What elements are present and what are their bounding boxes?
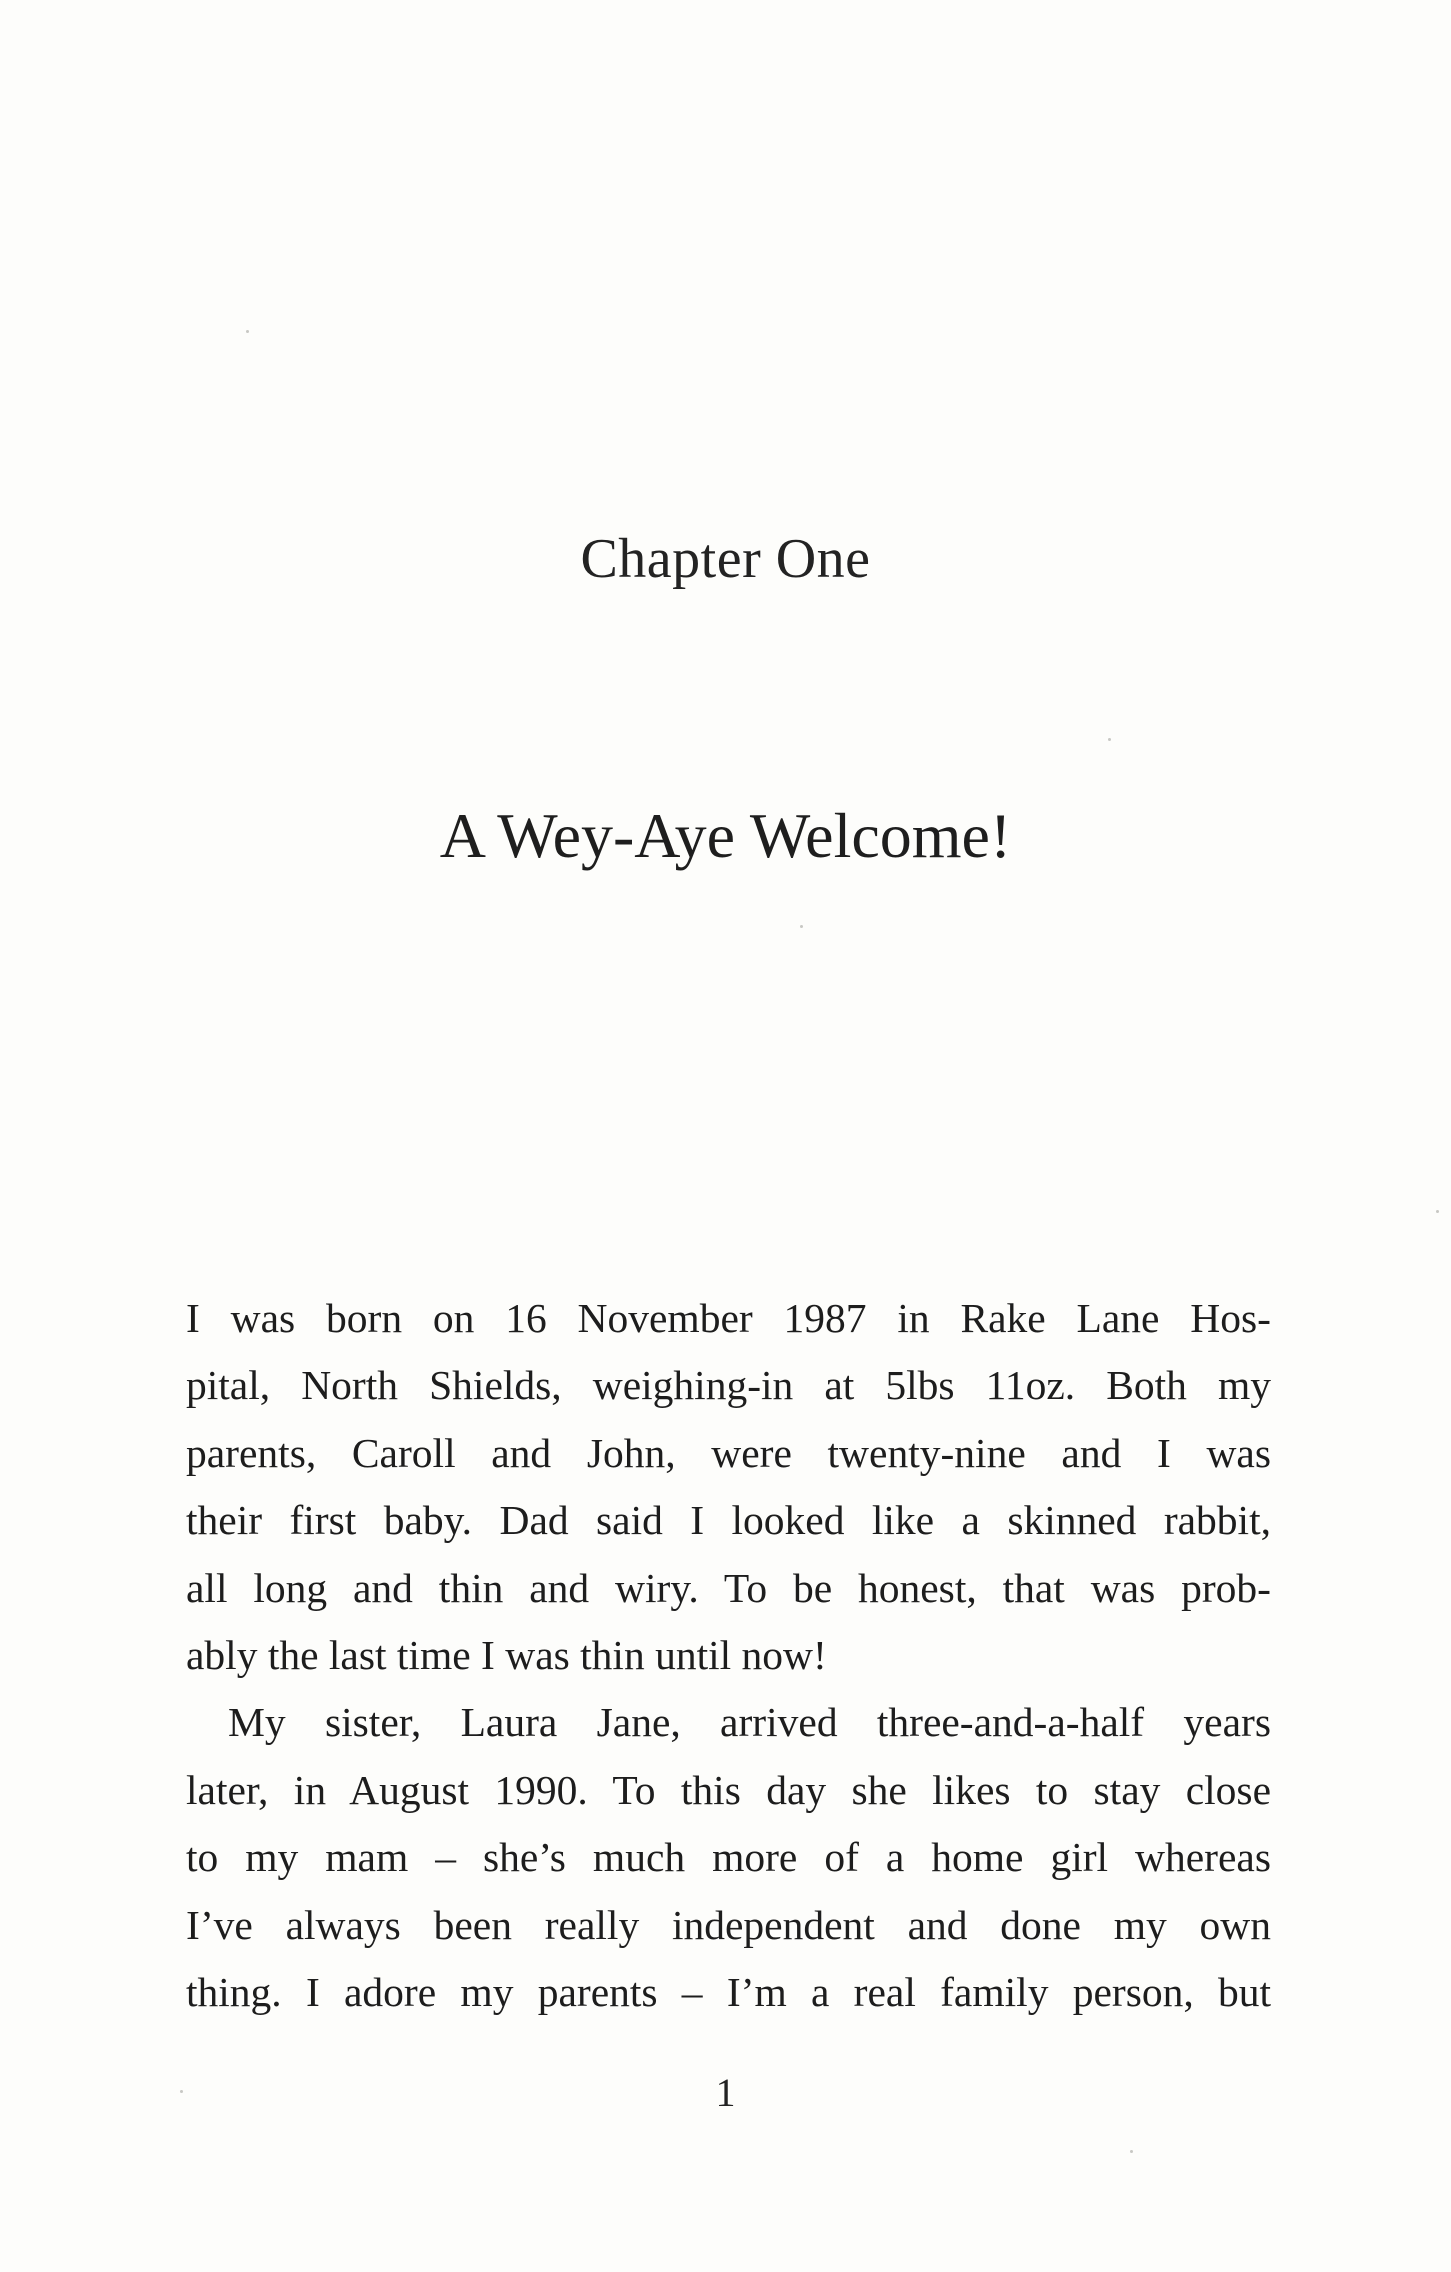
page-number: 1: [715, 2070, 736, 2115]
text-line: all long and thin and wiry. To be honest, that was prob-: [186, 1564, 1271, 1611]
text-line: parents, Caroll and John, were twenty-nine and I was: [186, 1429, 1271, 1476]
text-line: I’ve always been really independent and done my own: [186, 1901, 1271, 1948]
text-line: their first baby. Dad said I looked like a skinned rabbit,: [186, 1497, 1271, 1544]
paper-speck: [1436, 1210, 1439, 1213]
paper-speck: [246, 330, 249, 333]
paper-speck: [1130, 2150, 1133, 2153]
text-line: I was born on 16 November 1987 in Rake Lane Hos-: [186, 1295, 1271, 1341]
text-line: pital, North Shields, weighing-in at 5lbs 11oz. Both my: [186, 1362, 1271, 1409]
text-line: ably the last time I was thin until now!: [186, 1631, 827, 1678]
text-line: thing. I adore my parents – I’m a real family person, but: [186, 1968, 1271, 2015]
chapter-title-heading: A Wey-Aye Welcome!: [439, 800, 1012, 871]
text-line: later, in August 1990. To this day she likes to stay close: [186, 1766, 1271, 1813]
text-line: My sister, Laura Jane, arrived three-and-a-half years: [228, 1699, 1271, 1746]
paper-speck: [800, 925, 803, 928]
chapter-number-heading: Chapter One: [580, 528, 871, 590]
text-line: to my mam – she’s much more of a home girl whereas: [186, 1834, 1271, 1881]
body-text: [186, 1285, 1271, 2026]
paper-speck: [1108, 738, 1111, 741]
